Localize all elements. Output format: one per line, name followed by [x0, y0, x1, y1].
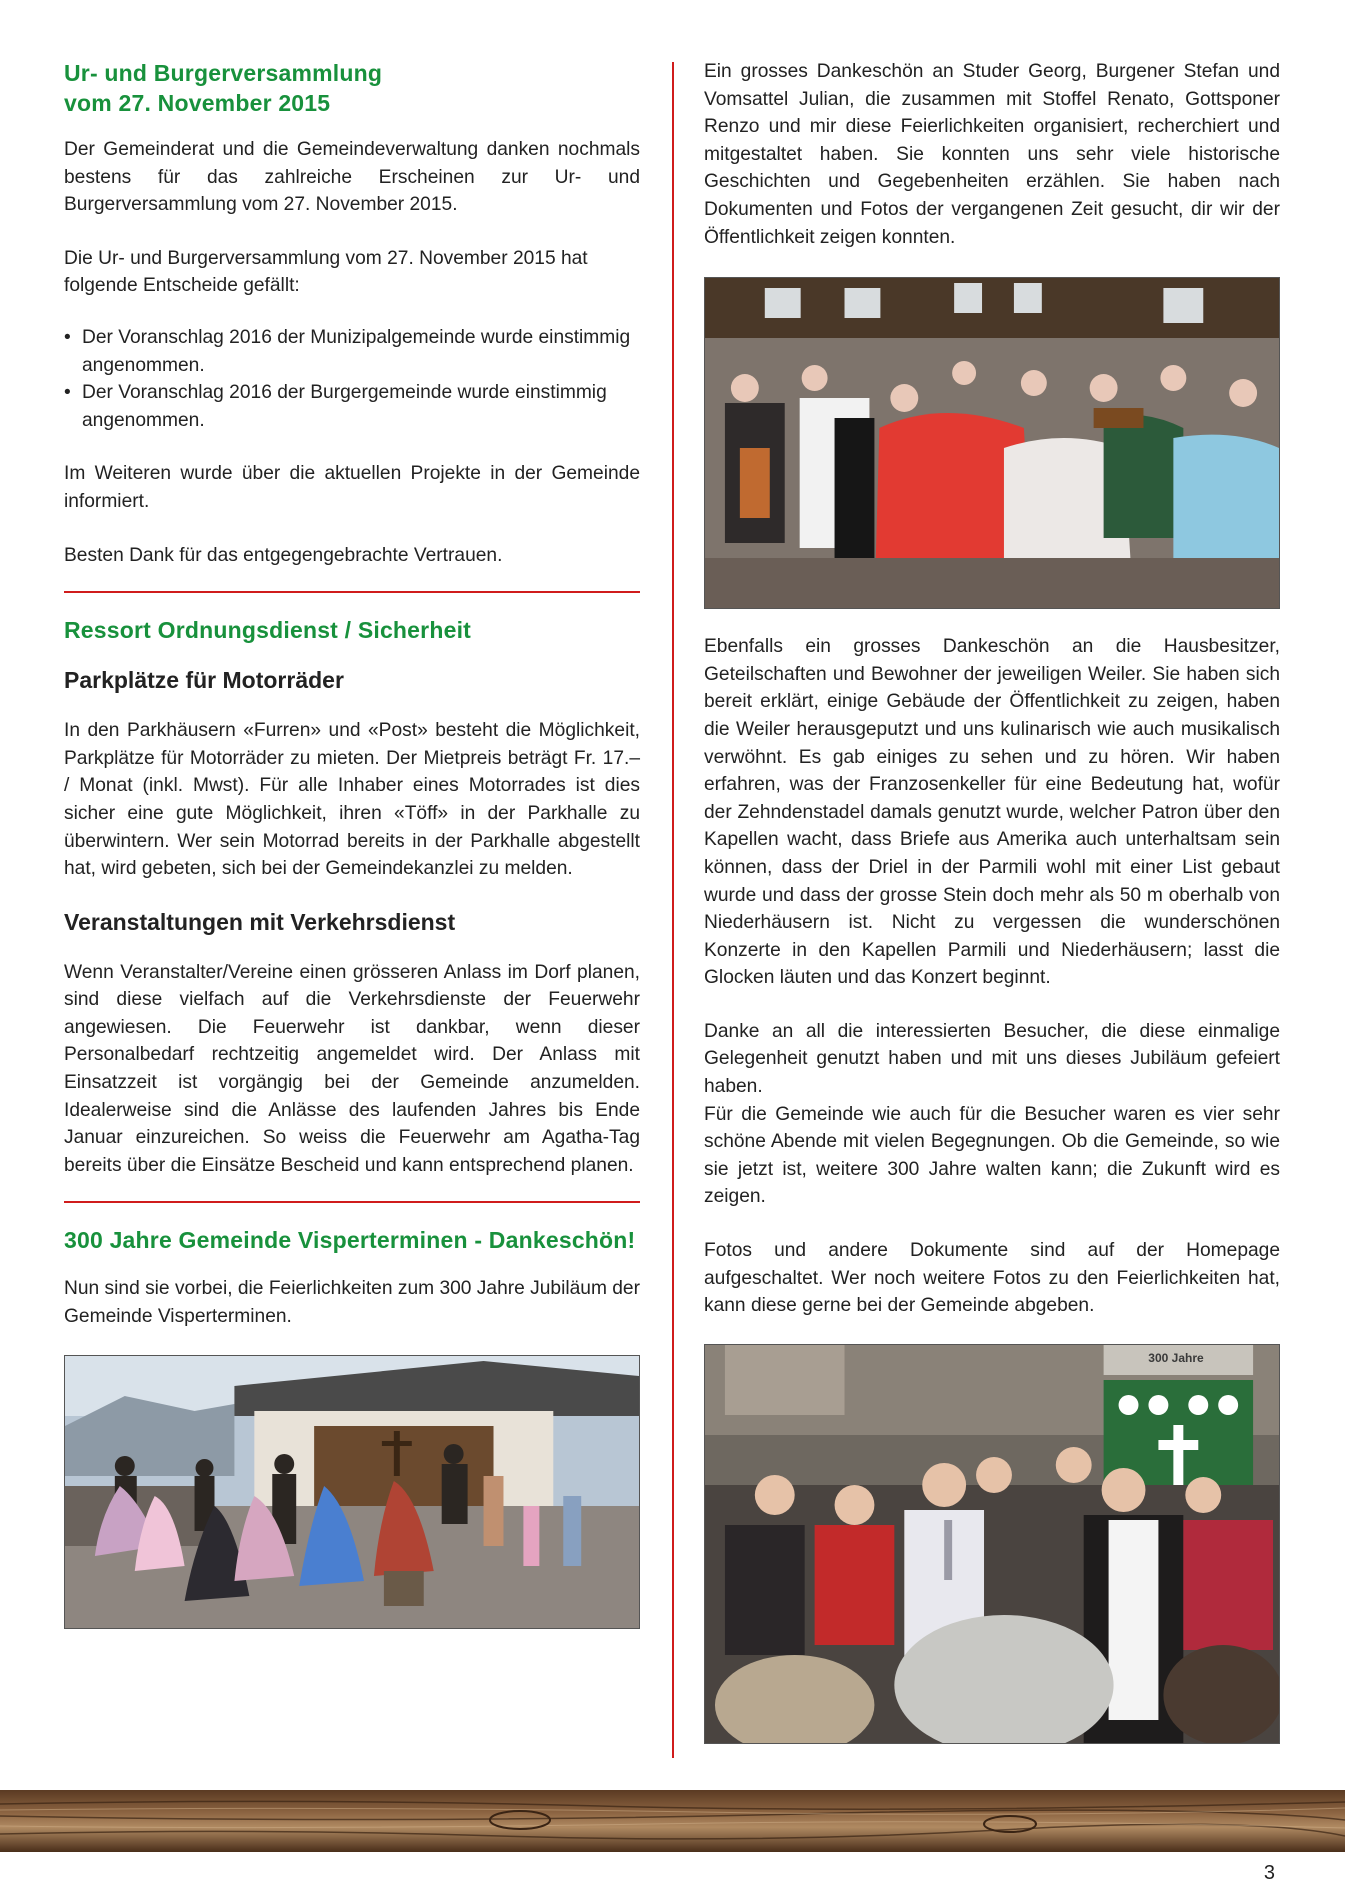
photo-festival-crowd [704, 277, 1280, 609]
subheading-motorcycles: Parkplätze für Motorräder [64, 667, 344, 694]
column-divider [672, 62, 674, 1758]
paragraph: Ein grosses Dankeschön an Studer Georg, Burgener Stefan und Vomsattel Julian, die zusammen mit Stoffel Renato, Gottsponer Renzo und mir diese Feierlichkeiten organisiert, recherchiert und mitgestaltet haben. Sie konnten uns sehr viele historische Geschichten und Gegebenheiten erzählen. Sie haben nach Dokumenten und Fotos der vergangenen Zeit gesucht, dir wir der Öffentlichkeit zeigen konnten. [704, 61, 1280, 248]
paragraph: In den Parkhäusern «Furren» und «Post» besteht die Möglichkeit, Parkplätze für Motorräder zu mieten. Der Mietpreis beträgt Fr. 17.– / Monat (inkl. Mwst). Für alle Inhaber eines Motorrades ist dies sicher eine gute Möglichkeit, ihren «Töff» in der Parkhalle zu überwintern. Wer sein Motorrad bereits in der Parkhalle abgestellt hat, wird gebeten, sich bei der Gemeindekanzlei zu melden. [64, 720, 640, 880]
section-heading-assembly [64, 58, 640, 118]
page-number: 3 [1263, 1862, 1275, 1884]
paragraph: Wenn Veranstalter/Vereine einen grösseren Anlass im Dorf planen, sind diese vielfach auf die Verkehrsdienste der Feuerwehr angewiesen. Die Feuerwehr ist dankbar, wenn dieser Personalbedarf rechtzeitig angemeldet wird. Der Anlass mit Einsatzzeit ist vorgängig bei der Gemeinde anzumelden. Idealerweise sind die Anlässe des laufenden Jahres bis Ende Januar einzureichen. So weiss die Feuerwehr am Agatha-Tag bereits über die Einsätze Bescheid und kann entsprechend planen. [64, 961, 640, 1176]
heading-line-2: vom 27. November 2015 [64, 90, 331, 116]
list-item: • Der Voranschlag 2016 der Munizipalgemeinde wurde einstimmig angenommen. [64, 324, 640, 379]
photo-folk-dance [64, 1355, 640, 1629]
paragraph: Ebenfalls ein grosses Dankeschön an die Hausbesitzer, Geteilschaften und Bewohner der jeweiligen Weiler. Sie haben sich bereit erklärt, einige Gebäude der Öffentlichkeit zu zeigen, haben die Weiler herausgeputzt und uns kulinarisch wie auch musikalisch verwöhnt. Es gab einiges zu sehen und zu hören. Wir haben erfahren, was der Franzosenkeller für eine Bedeutung hat, wofür der Zehndenstadel damals genutzt wurde, welcher Patron über den Kapellen wacht, dass Briefe aus Amerika auch unterhaltsam sein können, dass der Driel in der Parmili wohl mit einer List gebaut wurde und dass der grosse Stein doch mehr als 50 m oberhalb von Niederhäusern ist. Nicht zu vergessen die wunderschönen Konzerte in den Kapellen Parmili und Niederhäusern; lasst die Glocken läuten und das Konzert beginnt. [704, 636, 1280, 989]
decision-list [64, 324, 640, 434]
banner-text: 300 Jahre [1148, 1350, 1204, 1365]
paragraph: Die Ur- und Burgerversammlung vom 27. November 2015 hat folgende Entscheide gefällt: [64, 247, 588, 297]
wood-footer-band [0, 1790, 1345, 1852]
paragraph: Im Weiteren wurde über die aktuellen Projekte in der Gemeinde informiert. [64, 463, 640, 512]
section-heading-anniversary: 300 Jahre Gemeinde Visperterminen - Dankeschön! [64, 1227, 636, 1254]
list-item: • Der Voranschlag 2016 der Burgergemeinde wurde einstimmig angenommen. [64, 379, 640, 434]
section-divider [64, 1201, 640, 1203]
paragraph: Besten Dank für das entgegengebrachte Vertrauen. [64, 544, 503, 566]
paragraph: Danke an all die interessierten Besucher, die diese einmalige Gelegenheit genutzt haben und mit uns dieses Jubiläum gefeiert haben. [704, 1020, 1280, 1098]
paragraph: Der Gemeinderat und die Gemeindeverwaltung danken nochmals bestens für das zahlreiche Erscheinen zur Ur- und Burgerversammlung vom 27. November 2015. [64, 139, 640, 216]
section-heading-security: Ressort Ordnungsdienst / Sicherheit [64, 617, 472, 644]
section-divider [64, 591, 640, 593]
paragraph: Für die Gemeinde wie auch für die Besucher waren es vier sehr schöne Abende mit vielen Begegnungen. Ob die Gemeinde, so wie sie jetzt ist, weitere 300 Jahre walten kann; die Zukunft wird es zeigen. [704, 1103, 1280, 1208]
paragraph: Nun sind sie vorbei, die Feierlichkeiten zum 300 Jahre Jubiläum der Gemeinde Visperterminen. [64, 1278, 640, 1328]
subheading-events: Veranstaltungen mit Verkehrsdienst [64, 908, 456, 935]
left-column [64, 58, 640, 1629]
heading-line-1: Ur- und Burgerversammlung [64, 60, 383, 86]
paragraph: Fotos und andere Dokumente sind auf der Homepage aufgeschaltet. Wer noch weitere Fotos zu den Feierlichkeiten hat, kann diese gerne bei der Gemeinde abgeben. [704, 1240, 1280, 1317]
right-column [704, 58, 1280, 1744]
photo-visitors-banner [704, 1344, 1280, 1744]
